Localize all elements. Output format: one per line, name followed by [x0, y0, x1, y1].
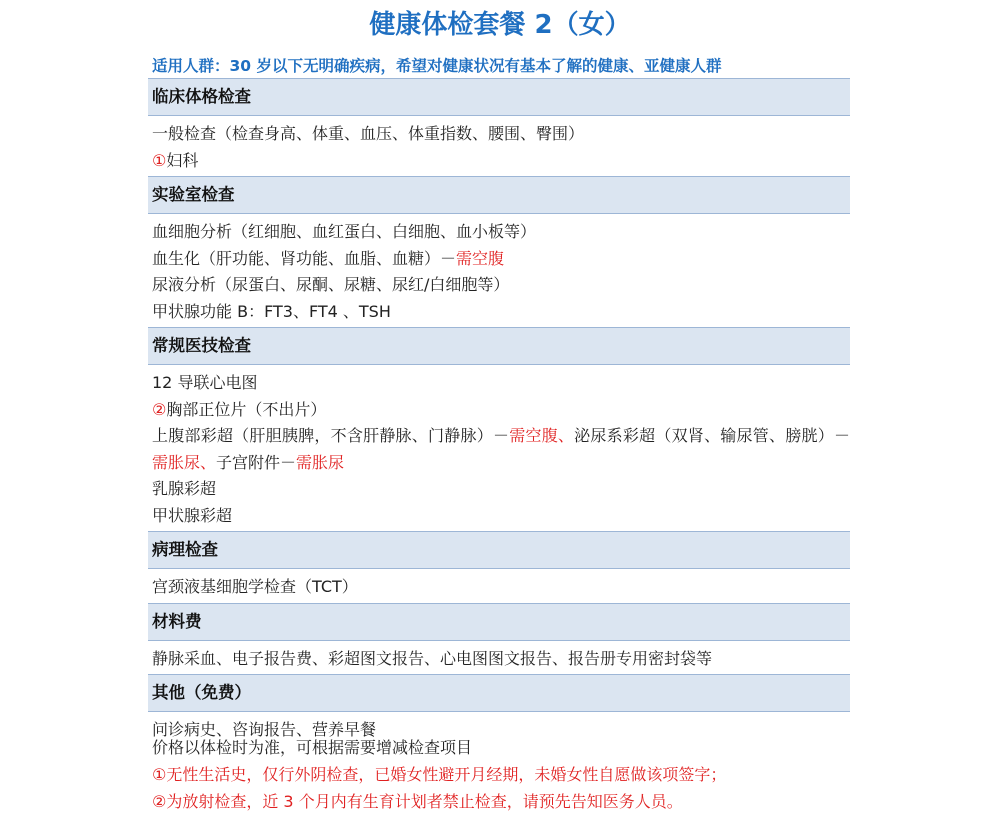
item-text: 妇科	[166, 150, 199, 170]
item-text: 乳腺彩超	[152, 479, 217, 498]
section-header: 病理检查	[148, 531, 850, 569]
note-highlight: 需胀尿、	[152, 452, 217, 472]
section-body	[148, 641, 850, 675]
item-line	[152, 646, 850, 673]
item-text: 血细胞分析（红细胞、血红蛋白、白细胞、血小板等）	[152, 222, 537, 241]
item-text: 一般检查（检查身高、体重、血压、体重指数、腰围、臀围）	[152, 124, 585, 143]
item-text: 泌尿系彩超（双肾、输尿管、膀胱）－	[574, 426, 850, 445]
section-body	[148, 365, 850, 531]
note-highlight: 需空腹	[456, 248, 505, 268]
note-highlight: ①无性生活史，仅行外阴检查，已婚女性避开月经期，未婚女性自愿做该项签字；	[152, 765, 727, 784]
item-text: 甲状腺功能 B：FT3、FT4 、TSH	[152, 301, 391, 321]
item-line	[152, 397, 850, 424]
section-body	[148, 569, 850, 603]
note-highlight: ②为放射检查，近 3 个月内有生育计划者禁止检查，请预先告知医务人员。	[152, 792, 683, 811]
item-line	[152, 370, 850, 397]
item-text: 12 导联心电图	[152, 373, 258, 392]
note-highlight: ②	[152, 399, 167, 419]
item-line	[152, 246, 850, 273]
item-text: 胸部正位片（不出片）	[166, 399, 327, 419]
item-line	[152, 503, 850, 530]
section-header: 材料费	[148, 603, 850, 641]
package-sections	[148, 78, 850, 746]
item-line	[152, 734, 852, 761]
note-highlight: ①	[152, 150, 167, 170]
item-text: 子宫附件－	[216, 452, 297, 472]
item-text: 甲状腺彩超	[152, 505, 233, 525]
section-body	[148, 214, 850, 327]
item-line	[152, 299, 850, 326]
item-text: 静脉采血、电子报告费、彩超图文报告、心电图图文报告、报告册专用密封袋等	[152, 648, 713, 668]
item-line	[152, 761, 852, 788]
item-text: 血生化（肝功能、肾功能、血脂、血糖）－	[152, 248, 457, 268]
note-highlight: 需胀尿	[296, 452, 345, 472]
section-header: 临床体格检查	[148, 78, 850, 116]
item-line	[152, 272, 850, 299]
section-header: 实验室检查	[148, 176, 850, 214]
item-line	[152, 423, 850, 476]
item-line	[152, 476, 850, 503]
item-text: 问诊病史、咨询报告、营养早餐	[152, 720, 377, 739]
page-title: 健康体检套餐 2（女）	[369, 10, 631, 40]
section-header: 其他（免费）	[148, 674, 850, 712]
item-text: 尿液分析（尿蛋白、尿酮、尿糖、尿红/白细胞等）	[152, 275, 510, 294]
item-line	[152, 574, 850, 601]
note-highlight: 需空腹、	[508, 426, 575, 445]
section-header: 常规医技检查	[148, 327, 850, 365]
item-line	[152, 219, 850, 246]
item-line	[152, 148, 850, 175]
item-line	[152, 788, 852, 815]
item-text: 宫颈液基细胞学检查（TCT）	[152, 577, 358, 596]
footer-notes	[152, 734, 852, 815]
section-body	[148, 116, 850, 176]
target-audience: 适用人群：30 岁以下无明确疾病，希望对健康状况有基本了解的健康、亚健康人群	[152, 57, 722, 75]
item-text: 上腹部彩超（肝胆胰脾，不含肝静脉、门静脉）－	[152, 426, 509, 445]
item-line	[152, 121, 850, 148]
item-text: 价格以体检时为准，可根据需要增减检查项目	[152, 738, 473, 757]
